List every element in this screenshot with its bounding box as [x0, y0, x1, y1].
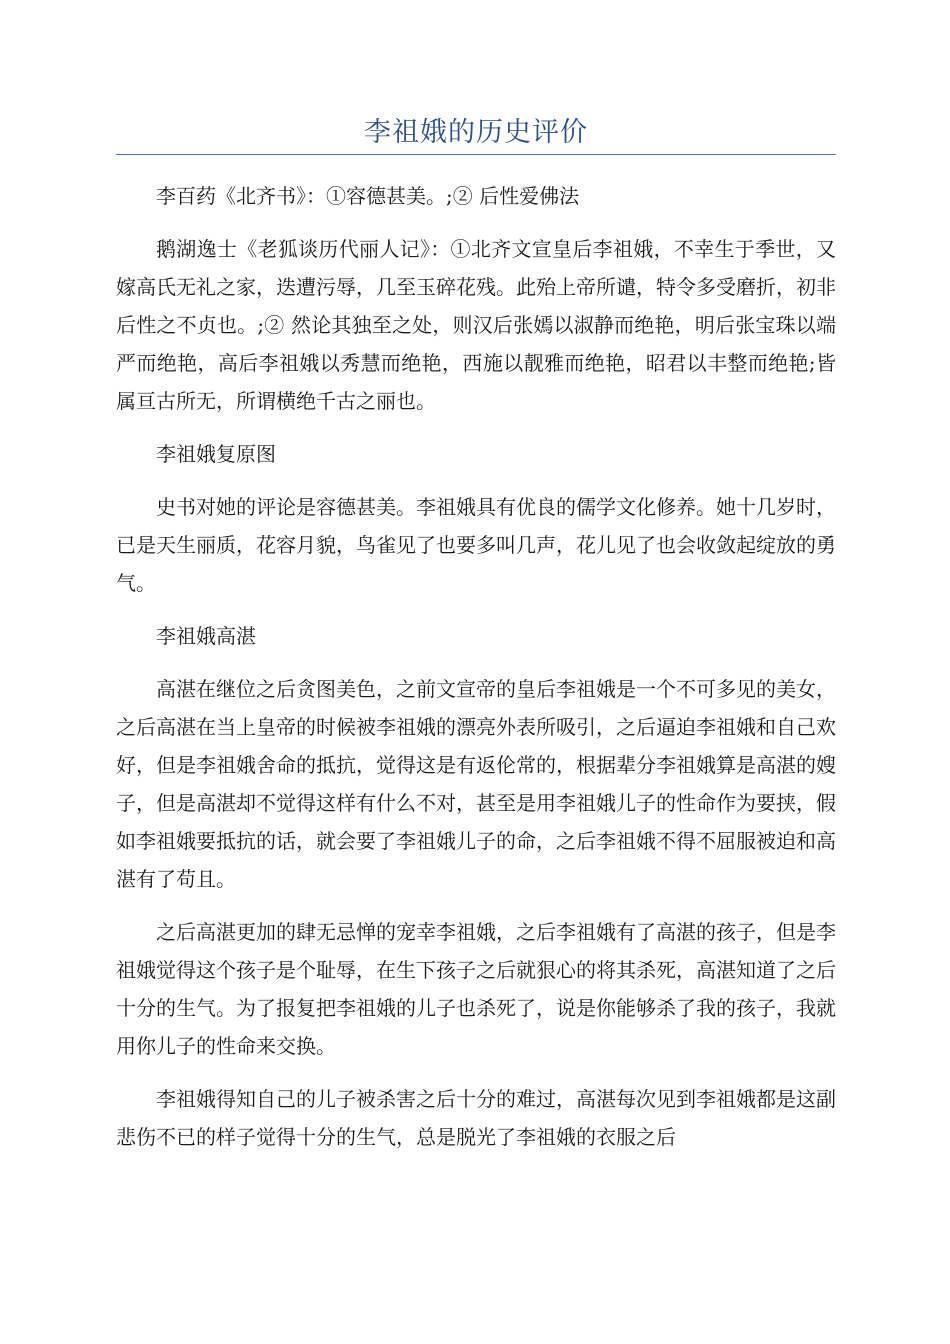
paragraph-gaozhan-3: 李祖娥得知自己的儿子被杀害之后十分的难过，高湛每次见到李祖娥都是这副悲伤不已的样子觉得十分的生气，总是脱光了李祖娥的衣服之后	[116, 1087, 836, 1149]
title-underline	[116, 154, 836, 155]
section-heading-restoration: 李祖娥复原图	[156, 442, 276, 466]
document-body	[116, 177, 836, 1156]
paragraph-source-laohu: 鹅湖逸士《老狐谈历代丽人记》：①北齐文宣皇后李祖娥，不幸生于季世，又嫁高氏无礼之家，迭遭污辱，几至玉碎花残。此殆上帝所谴，特令多受磨折，初非后性之不贞也。;② 然论其独至之处，则汉后张嫣以淑静而绝艳，明后张宝珠以端严而绝艳，高后李祖娥以秀慧而绝艳，西施以靓雅而绝艳，昭君以丰整而绝艳;皆属亘古所无，所谓横绝千古之丽也。	[116, 237, 836, 413]
paragraph-gaozhan-1: 高湛在继位之后贪图美色，之前文宣帝的皇后李祖娥是一个不可多见的美女，之后高湛在当上皇帝的时候被李祖娥的漂亮外表所吸引，之后逼迫李祖娥和自己欢好，但是李祖娥舍命的抵抗，觉得这是有返伦常的，根据辈分李祖娥算是高湛的嫂子，但是高湛却不觉得这样有什么不对，甚至是用李祖娥儿子的性命作为要挟，假如李祖娥要抵抗的话，就会要了李祖娥儿子的命，之后李祖娥不得不屈服被迫和高湛有了苟且。	[116, 677, 836, 891]
paragraph-source-beiqishu: 李百药《北齐书》：①容德甚美。;② 后性爱佛法	[156, 184, 580, 208]
document-page	[116, 0, 836, 1171]
paragraph-appearance: 史书对她的评论是容德甚美。李祖娥具有优良的儒学文化修养。她十几岁时，已是天生丽质，花容月貌，鸟雀见了也要多叫几声，花儿见了也会收敛起绽放的勇气。	[116, 495, 836, 595]
paragraph-gaozhan-2: 之后高湛更加的肆无忌惮的宠幸李祖娥，之后李祖娥有了高湛的孩子，但是李祖娥觉得这个孩子是个耻辱，在生下孩子之后就狠心的将其杀死，高湛知道了之后十分的生气。为了报复把李祖娥的儿子也杀死了，说是你能够杀了我的孩子，我就用你儿子的性命来交换。	[116, 920, 836, 1058]
section-heading-gaozhan: 李祖娥高湛	[156, 624, 256, 648]
document-title: 李祖娥的历史评价	[364, 117, 588, 148]
